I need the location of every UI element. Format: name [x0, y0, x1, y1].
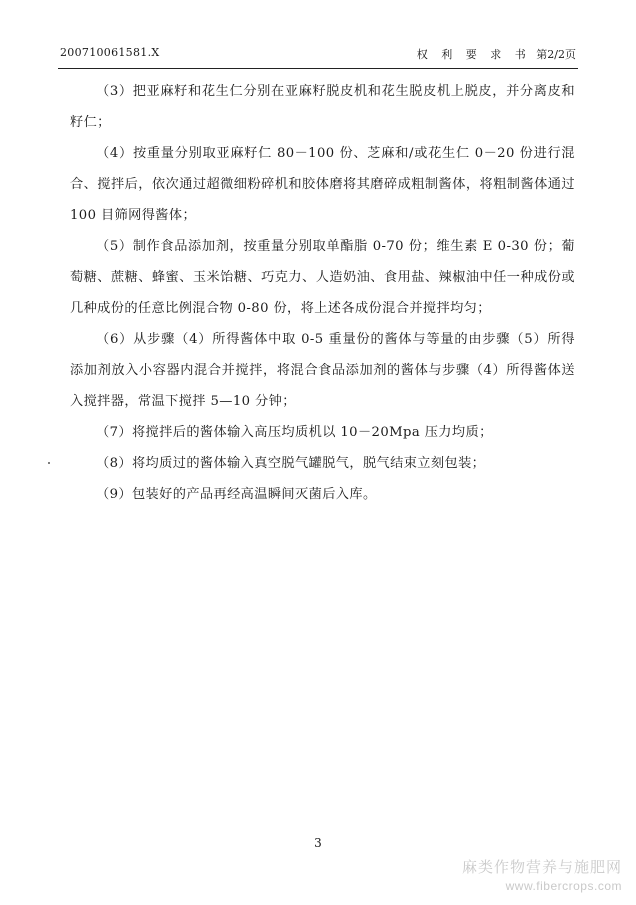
claim-step-9: （9）包装好的产品再经高温瞬间灭菌后入库。: [96, 487, 377, 502]
claims-body: [70, 76, 575, 510]
patent-number: 200710061581.X: [60, 46, 160, 59]
watermark-site-name: 麻类作物营养与施肥网: [461, 859, 622, 876]
page-indicator: 第2/2页: [536, 48, 576, 61]
claim-step-8-wrapper: [70, 448, 575, 479]
claim-step-3: （3）把亚麻籽和花生仁分别在亚麻籽脱皮机和花生脱皮机上脱皮，并分离皮和籽仁；: [70, 84, 575, 130]
claim-step-7: （7）将搅拌后的酱体输入高压均质机以 10－20Mpa 压力均质；: [96, 425, 493, 440]
claim-step-5: （5）制作食品添加剂，按重量分别取单酯脂 0-70 份；维生素 E 0-30 份；葡萄糖、蔗糖、蜂蜜、玉米饴糖、巧克力、人造奶油、食用盐、辣椒油中任一种成份或几种成份的任意比例混合物 0-80 份，将上述各成份混合并搅拌均匀；: [70, 239, 575, 316]
claim-step-8: （8）将均质过的酱体输入真空脱气罐脱气，脱气结束立刻包装；: [96, 456, 486, 471]
header-divider: [58, 68, 578, 69]
header-section-info: [417, 46, 576, 62]
scan-dot-mark: [48, 462, 50, 464]
claim-step-4: （4）按重量分别取亚麻籽仁 80－100 份、芝麻和/或花生仁 0－20 份进行混合、搅拌后，依次通过超微细粉碎机和胶体磨将其磨碎成粗制酱体，将粗制酱体通过 100 目筛网得酱体；: [70, 146, 575, 223]
claim-step-6: （6）从步骤（4）所得酱体中取 0-5 重量份的酱体与等量的由步骤（5）所得添加剂放入小容器内混合并搅拌，将混合食品添加剂的酱体与步骤（4）所得酱体送入搅拌器，常温下搅拌 5—10 分钟；: [70, 332, 575, 409]
watermark-url: www.fibercrops.com: [505, 879, 622, 893]
section-title: 权 利 要 求 书: [416, 48, 531, 61]
site-watermark: [462, 858, 622, 894]
page-number: 3: [314, 836, 322, 850]
